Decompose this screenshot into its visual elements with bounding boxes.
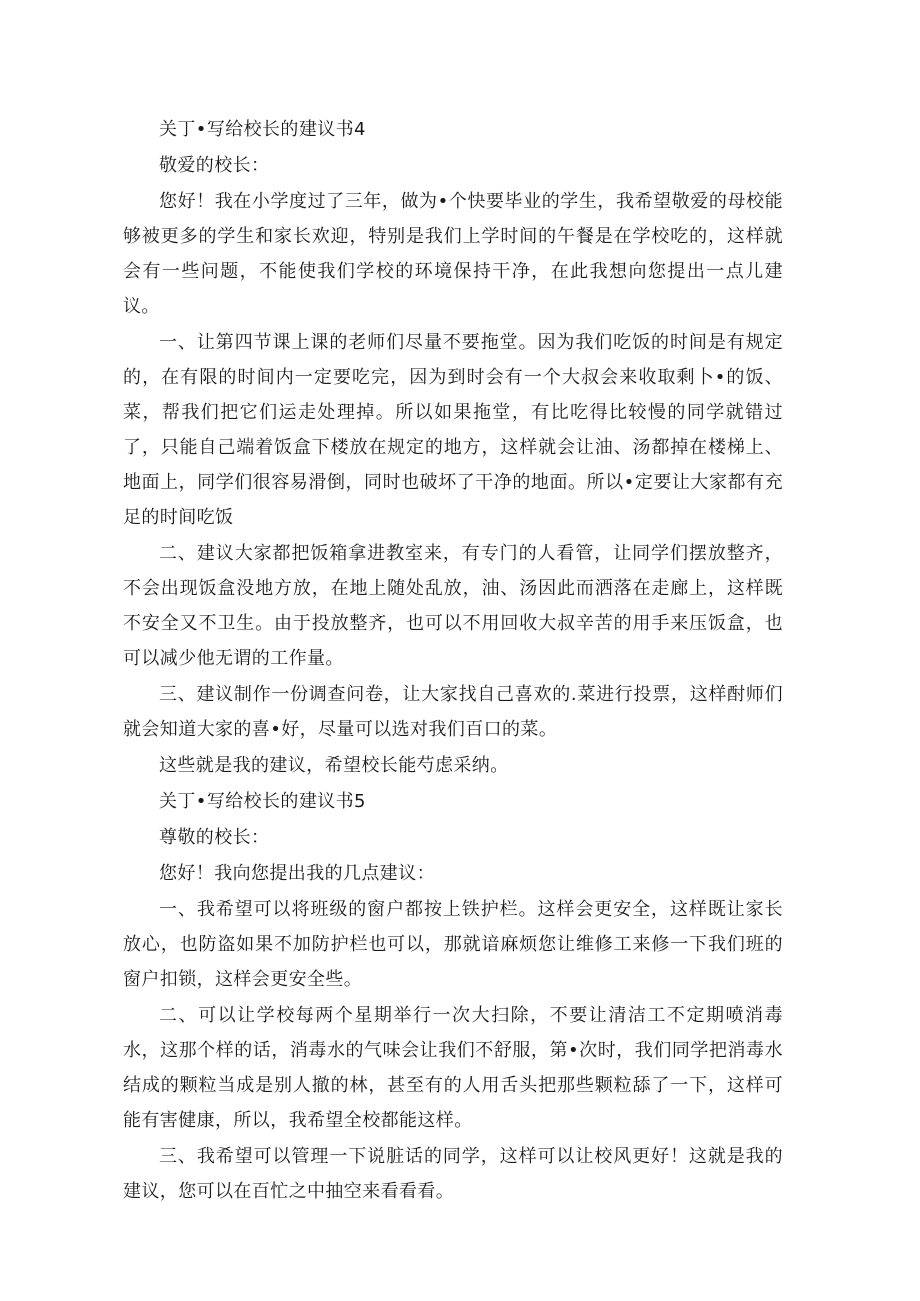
- section-title: 关丁•写给校长的建议书5: [159, 791, 366, 812]
- salutation: 敬爱的校长：: [159, 155, 270, 176]
- body-paragraph: 您好！我向您提出我的几点建议：: [159, 863, 435, 884]
- body-paragraph: 二、可以让学校每两个星期举行一次大扫除，不要让清洁工不定期喷消毒水，这那个样的话，消毒水的气味会让我们不舒服，第•次时，我们同学把消毒水结成的颗粒当成是别人撤的林，甚至有的人用舌头把那些颗粒舔了一下，这样可能有害健康，所以，我希望全校都能这样。: [123, 1005, 783, 1131]
- body-paragraph: 您好！我在小学度过了三年，做为•个快要毕业的学生，我希望敬爱的母校能够被更多的学生和家长欢迎，特别是我们上学时间的午餐是在学校吃的，这样就会有一些问题，不能使我们学校的环境保持干净，在此我想向您提出一点儿建议。: [123, 191, 783, 317]
- section-title: 关丁•写给校长的建议书4: [159, 119, 366, 140]
- salutation: 尊敬的校长：: [159, 827, 270, 848]
- body-paragraph: 一、我希望可以将班级的窗户都按上铁护栏。这样会更安全，这样既让家长放心，也防盗如果不加防护栏也可以，那就谙麻烦您让维修工来修一下我们班的窗户扣锁，这样会更安全些。: [123, 899, 783, 990]
- document-body: [123, 112, 783, 1210]
- body-paragraph: 二、建议大家都把饭箱拿进教室来，有专门的人看管，让同学们摆放整齐，不会出现饭盒没地方放，在地上随处乱放，油、汤因此而洒落在走廊上，这样既不安全又不卫生。由于投放整齐，也可以不用回收大叔辛苦的用手来压饭盒，也可以减少他无谓的工作量。: [123, 543, 783, 669]
- body-paragraph: 三、建议制作一份调查问卷，让大家找自己喜欢的.菜进行投票，这样酎师们就会知道大家的喜•好，尽量可以选对我们百口的菜。: [123, 684, 783, 740]
- closing-paragraph: 这些就是我的建议，希望校长能芍虑采纳。: [159, 755, 509, 776]
- body-paragraph: 三、我希望可以管理一下说脏话的同学，这样可以让校风更好！这就是我的建议，您可以在百忙之中抽空来看看看。: [123, 1146, 783, 1202]
- body-paragraph: 一、让第四节课上课的老师们尽量不要拖堂。因为我们吃饭的时间是有规定的，在有限的时间内一定要吃完，因为到时会有一个大叔会来收取剩卜•的饭、菜，帮我们把它们运走处理掉。所以如果拖堂，有比吃得比较慢的同学就错过了，只能自己端着饭盒下楼放在规定的地方，这样就会让油、汤都掉在楼梯上、地面上，同学们很容易滑倒，同时也破坏了干净的地面。所以•定要让大家都有充足的时间吃饭: [123, 332, 783, 528]
